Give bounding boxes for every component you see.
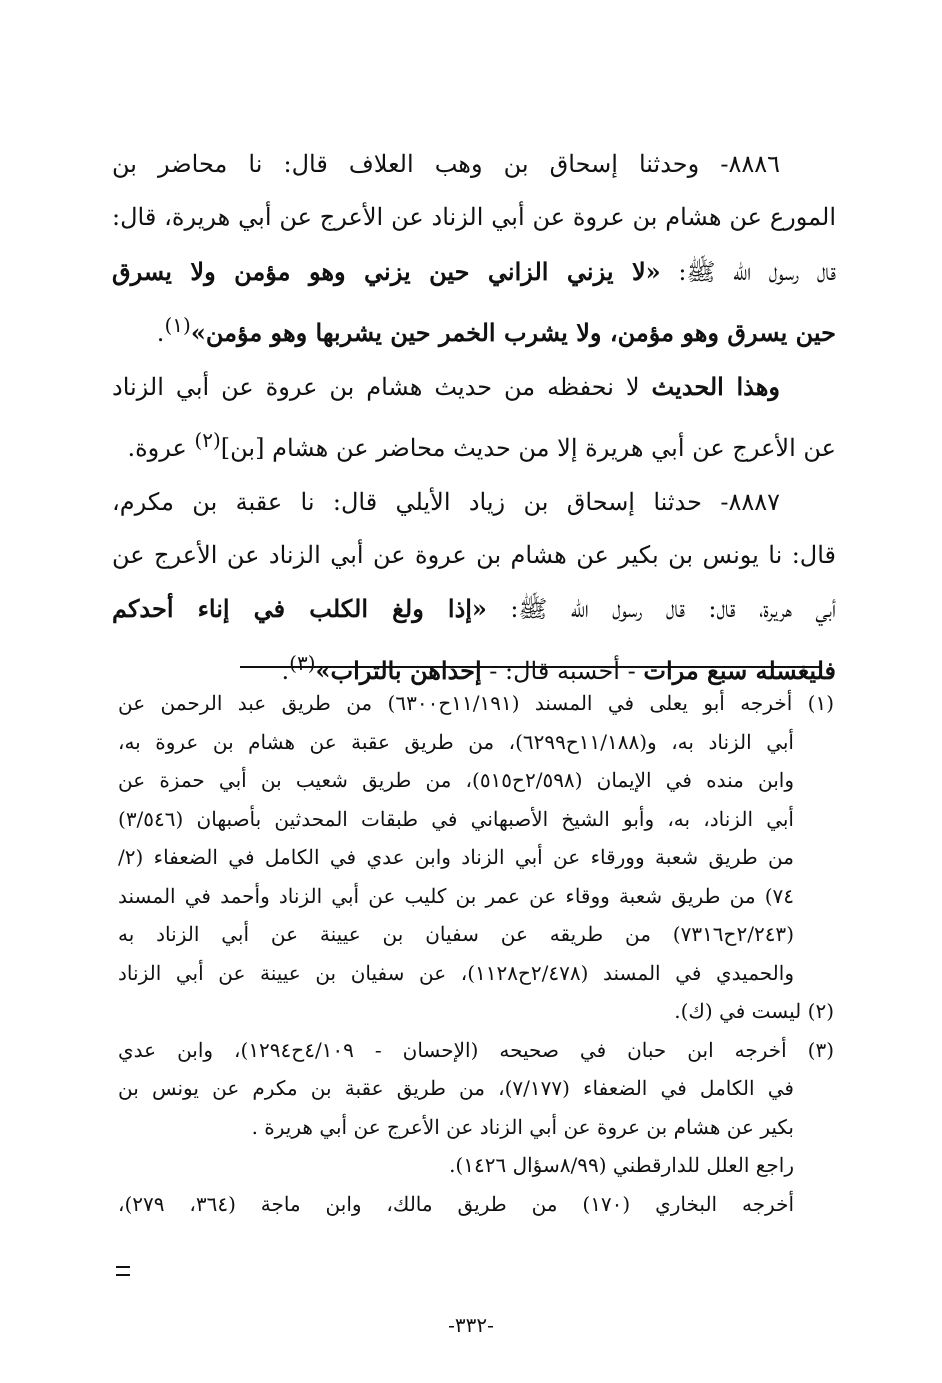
text-line [112,360,836,414]
text-line [112,299,836,360]
main-text [112,138,836,698]
comment-text: لا نحفظه من حديث هشام بن عروة عن أبي الزناد [112,373,652,402]
text-line: ٨٨٨٧- حدثنا إسحاق بن زياد الأيلي قال: نا عقبة بن مكرم، [112,487,780,516]
comment-lead: وهذا الحديث [651,372,781,402]
author-comment [112,360,836,476]
punctuation: . [281,656,290,685]
footnote-separator [240,666,820,668]
punctuation: . [156,318,165,347]
footnote-ref: (٢) [194,428,221,453]
text-line: قال: نا يونس بن بكير عن هشام بن عروة عن أبي الزناد عن الأعرج عن [112,541,836,570]
narration-intro: قال رسول الله ﷺ: [660,257,836,286]
hadith-8886 [112,138,836,360]
footnote-line: (٣) أخرجه ابن حبان في صحيحه (الإحسان - ٤/١٠٩ح١٢٩٤)، وابن عدي [118,1037,834,1062]
footnote-line: (٢/٢٤٣ح٧٣١٦) من طريقه عن سفيان بن عيينة عن أبي الزناد به [118,922,794,946]
text-line [112,245,836,299]
footnote-1 [118,684,834,992]
footnote-line: أبي الزناد، به، وأبو الشيخ الأصبهاني في طبقات المحدثين بأصبهان (٣/٥٤٦) [118,806,794,831]
page-number: -٣٣٢- [448,1313,494,1337]
footnote-line: (١) أخرجه أبو يعلى في المسند (١١/١٩١ح٦٣٠٠) من طريق عبد الرحمن عن [118,691,834,715]
text-line: ٨٨٨٦- وحدثنا إسحاق بن وهب العلاف قال: نا محاضر بن [112,150,780,178]
comment-text: عن الأعرج عن أبي هريرة إلا من حديث محاضر عن هشام [بن] [220,434,836,463]
footnote-ref: (١) [164,312,191,337]
footnote-line: والحميدي في المسند (٢/٤٧٨ح١١٢٨)، عن سفيان بن عيينة عن أبي الزناد [118,960,794,985]
footnotes [118,684,834,1223]
narration-intro: أبي هريرة، قال: قال رسول الله ﷺ: [486,595,836,624]
footnote-ref: (٣) [289,650,316,675]
text-line [112,414,836,475]
footnote-line: (٢) ليست في (ك). [674,999,834,1023]
footnote-line: أبي الزناد به، و(١١/١٨٨ح٦٢٩٩)، من طريق عقبة عن هشام بن عروة به، [118,729,794,754]
continuation-mark [116,1266,130,1276]
footnote-line: أخرجه البخاري (١٧٠) من طريق مالك، وابن ماجة (٣٦٤، ٢٧٩)، [118,1191,795,1216]
hadith-matn: فليغسله سبع مرات [643,655,836,685]
hadith-matn: «لا يزني الزاني حين يزني وهو مؤمن ولا يسرق [112,256,661,286]
hadith-matn: حين يسرق وهو مؤمن، ولا يشرب الخمر حين يشربها وهو مؤمن» [190,317,836,347]
footnote-line: راجع العلل للدارقطني (٨/٩٩سؤال ١٤٢٦). [449,1153,794,1177]
footnote-line: ٧٤) من طريق شعبة ووقاء عن عمر بن كليب عن أبي الزناد وأحمد في المسند [118,883,794,908]
hadith-matn: إحداهن بالتراب» [315,655,482,685]
comment-text: عروة. [127,434,195,463]
hadith-matn: «إذا ولغ الكلب في إناء أحدكم [112,594,487,624]
text-line: المورع عن هشام بن عروة عن أبي الزناد عن الأعرج عن أبي هريرة، قال: [112,203,836,232]
narrator-aside: - أحسبه قال: - [481,656,644,685]
footnote-2 [118,992,834,1031]
footnote-3 [118,1031,834,1224]
text-line [112,582,836,636]
footnote-line: في الكامل في الضعفاء (٧/١٧٧)، من طريق عقبة بن مكرم عن يونس بن [118,1076,794,1100]
hadith-8887 [112,476,836,698]
footnote-line: من طريق شعبة وورقاء عن أبي الزناد وابن عدي في الكامل في الضعفاء (٢/ [118,845,794,869]
footnote-line: بكير عن هشام بن عروة عن أبي الزناد عن الأعرج عن أبي هريرة . [251,1114,794,1139]
footnote-line: وابن منده في الإيمان (٢/٥٩٨ح٥١٥)، من طريق شعيب بن أبي حمزة عن [118,768,794,792]
